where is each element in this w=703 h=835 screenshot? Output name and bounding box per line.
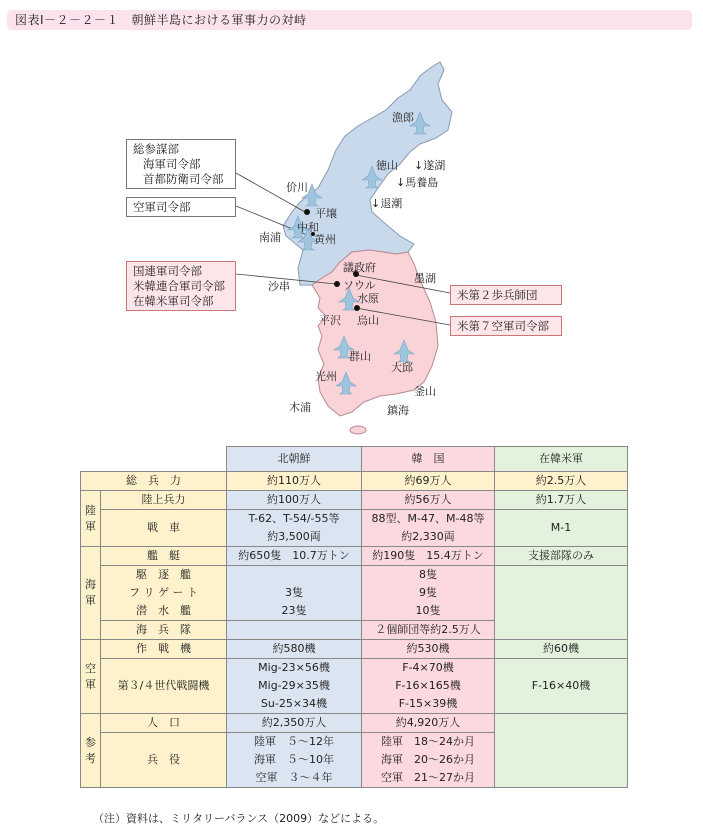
table-row: 駆 逐 艦 8隻 xyxy=(81,566,628,585)
place-label: 議政府 xyxy=(343,261,376,274)
place-label: ↓退潮 xyxy=(371,197,403,210)
place-label: 沙串 xyxy=(268,280,290,293)
place-label: 价川 xyxy=(286,181,308,194)
col-header-us: 在韓米軍 xyxy=(495,447,628,472)
place-label: 墨湖 xyxy=(414,272,436,285)
place-label: 光州 xyxy=(315,370,337,383)
table-row: 陸軍 陸上兵力 約100万人 約56万人 約1.7万人 xyxy=(81,491,628,510)
korea-map xyxy=(0,40,703,440)
callout-north-air: 空軍司令部 xyxy=(126,197,236,217)
seoul-marker xyxy=(334,281,340,287)
place-label: 中和 xyxy=(297,221,319,234)
callout-us-7af: 米第７空軍司令部 xyxy=(450,316,562,336)
place-label: 群山 xyxy=(349,350,371,363)
callout-south-hq: 国連軍司令部 米韓連合軍司令部 在韓米軍司令部 xyxy=(126,261,236,311)
place-label: 南浦 xyxy=(259,231,281,244)
source-note: （注）資料は、ミリタリーバランス（2009）などによる。 xyxy=(93,812,385,825)
place-label: ↓遂湖 xyxy=(414,159,446,172)
place-label: ソウル xyxy=(343,279,376,292)
table-row: 空軍 作 戦 機 約580機 約530機 約60機 xyxy=(81,640,628,659)
table-row: 海 兵 隊 ２個師団等約2.5万人 xyxy=(81,621,628,640)
table-row: Mig-29×35機 F-16×165機 xyxy=(81,677,628,695)
col-header-rok: 韓 国 xyxy=(362,447,495,472)
place-label: 水原 xyxy=(357,292,379,305)
osan-marker xyxy=(354,305,360,311)
group-army: 陸軍 xyxy=(81,491,101,547)
place-label: 烏山 xyxy=(357,314,379,327)
table-row: 兵 役 陸軍 ５～12年 陸軍 18～24か月 xyxy=(81,733,628,752)
place-label: 徳山 xyxy=(376,159,398,172)
military-comparison-table xyxy=(80,446,628,788)
pyongyang-marker xyxy=(304,209,310,215)
table-row: 空軍 ３～４年 空軍 21～27か月 xyxy=(81,769,628,788)
table-row: フ リ ゲ ー ト 3隻 9隻 xyxy=(81,584,628,602)
table-row: 潜 水 艦 23隻 10隻 xyxy=(81,602,628,621)
group-navy: 海軍 xyxy=(81,547,101,640)
place-label: ↓馬養島 xyxy=(396,176,439,189)
place-label: 大邱 xyxy=(391,361,413,374)
place-label: 鎮海 xyxy=(387,404,409,417)
jeju-island xyxy=(350,426,366,434)
group-reference: 参考 xyxy=(81,714,101,788)
place-label: 木浦 xyxy=(289,401,311,414)
table-row: 参考 人 口 約2,350万人 約4,920万人 xyxy=(81,714,628,733)
place-label: 平沢 xyxy=(319,314,341,327)
table-row: 海軍 艦 艇 約650隻 10.7万トン 約190隻 15.4万トン 支援部隊のみ xyxy=(81,547,628,566)
table-row: 戦 車 T-62、T-54/-55等 88型、M-47、M-48等 M-1 xyxy=(81,510,628,529)
place-label: 黄州 xyxy=(314,233,336,246)
place-label: 漁郎 xyxy=(392,111,414,124)
callout-us-2id: 米第２歩兵師団 xyxy=(450,285,562,305)
place-label: 平壌 xyxy=(315,207,337,220)
table-row: 約3,500両 約2,330両 xyxy=(81,528,628,547)
place-label: 釜山 xyxy=(414,385,436,398)
table-header-row xyxy=(81,447,628,472)
col-header-nk: 北朝鮮 xyxy=(227,447,362,472)
figure-title: 図表Ⅰ－２－２－１ 朝鮮半島における軍事力の対峙 xyxy=(7,10,692,30)
table-row: Su-25×34機 F-15×39機 xyxy=(81,695,628,714)
table-row: 第３/４世代戦闘機 Mig-23×56機 F-4×70機 F-16×40機 xyxy=(81,659,628,678)
group-air: 空軍 xyxy=(81,640,101,714)
table-row: 海軍 ５～10年 海軍 20～26か月 xyxy=(81,751,628,769)
table-row: 総 兵 力 約110万人 約69万人 約2.5万人 xyxy=(81,472,628,491)
callout-north-hq: 総参謀部 海軍司令部 首都防衛司令部 xyxy=(126,139,236,189)
